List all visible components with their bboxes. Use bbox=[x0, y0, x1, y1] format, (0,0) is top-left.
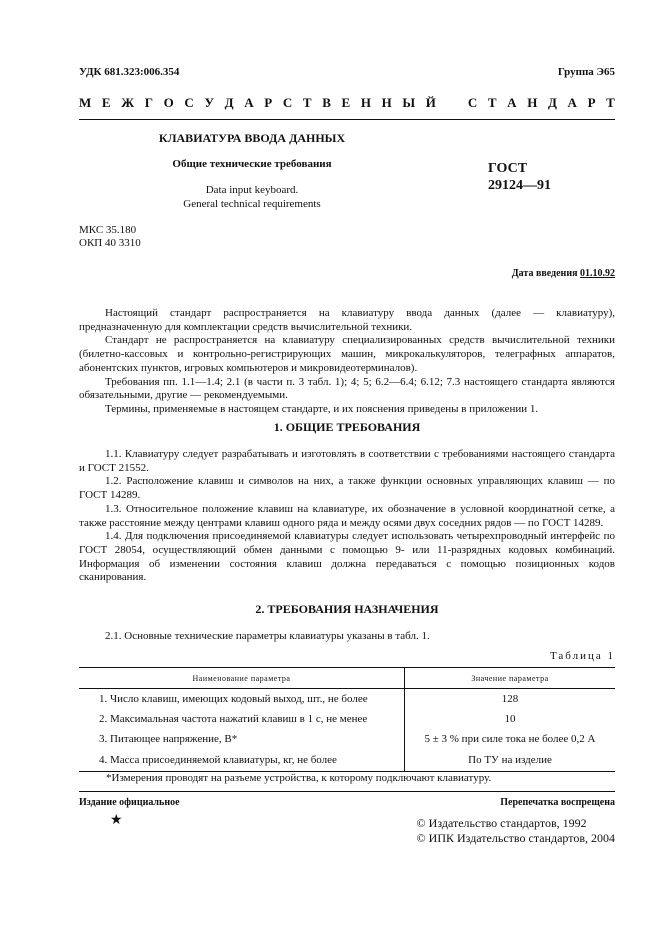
intro-paragraph: Настоящий стандарт распространяется на клавиатуру ввода данных (далее — клавиатуру), предназначенную для комплектации средств вычислительной техники. bbox=[79, 307, 615, 333]
banner-letter: Д bbox=[547, 95, 557, 110]
banner-letter: Е bbox=[101, 95, 111, 110]
document-subtitle: Общие технические требования bbox=[172, 158, 332, 170]
section2-heading: 2. ТРЕБОВАНИЯ НАЗНАЧЕНИЯ bbox=[255, 602, 439, 616]
official-edition-label: Издание официальное bbox=[79, 797, 180, 808]
column-header-name: Наименование параметра bbox=[79, 668, 405, 689]
param-name: 2. Максимальная частота нажатий клавиш в 1 с, не менее bbox=[79, 709, 405, 729]
classification-codes bbox=[79, 224, 141, 250]
banner-letter: Т bbox=[487, 95, 497, 110]
group-code: Группа Э65 bbox=[557, 66, 615, 78]
banner-letter: Н bbox=[360, 95, 371, 110]
section1-item: 1.2. Расположение клавиш и символов на них, а также функции основных управляющих клавиш — по ГОСТ 14289. bbox=[79, 475, 615, 502]
banner-letter: У bbox=[204, 95, 214, 110]
banner-letter: Т bbox=[606, 95, 615, 110]
banner-letter: Т bbox=[302, 95, 312, 110]
section1-item: 1.1. Клавиатуру следует разрабатывать и изготовлять в соответствии с требованиями настоящего стандарта и ГОСТ 21552. bbox=[79, 448, 615, 474]
param-name: 1. Число клавиш, имеющих кодовый выход, шт., не более bbox=[79, 689, 405, 710]
table-row bbox=[79, 709, 615, 729]
param-value: 5 ± 3 % при силе тока не более 0,2 А bbox=[424, 733, 596, 745]
banner-letter: А bbox=[507, 95, 517, 110]
table-footnote: *Измерения проводят на разъеме устройства, к которому подключают клавиатуру. bbox=[106, 772, 492, 784]
parameters-table bbox=[79, 667, 615, 772]
section1-item: 1.3. Относительное положение клавиш на клавиатуре, их обозначение в условной координатной сетке, а также расстояние между центрами клавиш одного ряда и между осями двух соседних рядов — по ГОСТ 14289. bbox=[79, 502, 615, 529]
interstate-standard-banner bbox=[79, 95, 615, 111]
table-caption: Таблица 1 bbox=[549, 650, 615, 662]
gost-label: ГОСТ bbox=[488, 161, 528, 176]
reprint-notice: Перепечатка воспрещена bbox=[500, 797, 615, 808]
banner-letter: А bbox=[244, 95, 254, 110]
banner-letter: Р bbox=[264, 95, 273, 110]
banner-letter: Г bbox=[144, 95, 154, 110]
banner-letter: С bbox=[282, 95, 293, 110]
intro-paragraph: Термины, применяемые в настоящем стандарте, и их пояснения приведены в приложении 1. bbox=[105, 402, 539, 415]
section1-item: 1.4. Для подключения присоединяемой клавиатуры следует использовать четырехпроводный интерфейс по ГОСТ 28054, осуществляющий обмен данными с помощью 9- или 11-разрядных кодовых комбинаций. Информация об изменении состояния клавиш должна передаваться с помощью позиционных кодов сканирования. bbox=[79, 530, 615, 584]
gost-number bbox=[488, 160, 551, 194]
intro-date-label: Дата введения bbox=[511, 268, 580, 279]
param-value: 10 bbox=[504, 713, 516, 725]
banner-letter: С bbox=[467, 95, 478, 110]
intro-text bbox=[79, 307, 615, 417]
bottom-divider bbox=[79, 791, 615, 792]
okp-code: ОКП 40 3310 bbox=[79, 237, 141, 249]
intro-date-value: 01.10.92 bbox=[580, 268, 615, 279]
intro-paragraph: Стандарт не распространяется на клавиатуру специализированных средств вычислительной техники (билетно-кассовых и контрольно-регистрирующих машин, микрокалькуляторов, телеграфных аппаратов, абонентских пунктов, игровых компьютеров и микровидеотерминалов). bbox=[79, 334, 615, 374]
banner-letter: О bbox=[163, 95, 174, 110]
banner-letter: Ж bbox=[121, 95, 135, 110]
udk-code: УДК 681.323:006.354 bbox=[79, 66, 180, 78]
copyright-line: © ИПК Издательство стандартов, 2004 bbox=[416, 831, 615, 845]
param-value: 128 bbox=[501, 693, 519, 705]
banner-letter: С bbox=[184, 95, 194, 110]
banner-letter: Д bbox=[224, 95, 234, 110]
banner-letter: Й bbox=[425, 95, 436, 110]
banner-letter: Ы bbox=[402, 95, 416, 110]
section2-item: 2.1. Основные технические параметры клавиатуры указаны в табл. 1. bbox=[105, 630, 430, 642]
intro-date bbox=[512, 268, 615, 279]
star-icon: ★ bbox=[110, 812, 123, 828]
english-title-line2: General technical requirements bbox=[183, 198, 321, 210]
section1-text bbox=[79, 448, 615, 585]
param-value: По ТУ на изделие bbox=[405, 749, 616, 772]
section1-heading: 1. ОБЩИЕ ТРЕБОВАНИЯ bbox=[273, 420, 421, 434]
english-title-line1: Data input keyboard. bbox=[205, 184, 299, 196]
banner-letter: А bbox=[567, 95, 577, 110]
banner-letter: Р bbox=[587, 95, 596, 110]
banner-letter: В bbox=[322, 95, 331, 110]
gost-code: 29124—91 bbox=[488, 178, 551, 193]
param-name: 3. Питающее напряжение, В* bbox=[79, 729, 405, 749]
banner-letter: М bbox=[79, 95, 92, 110]
column-header-value: Значение параметра bbox=[405, 668, 616, 689]
table-header-row bbox=[79, 668, 615, 689]
copyright-block bbox=[417, 816, 615, 846]
table-row bbox=[79, 749, 615, 772]
param-name: 4. Масса присоединяемой клавиатуры, кг, не более bbox=[79, 749, 405, 772]
top-divider bbox=[79, 119, 615, 120]
banner-letter: Е bbox=[341, 95, 351, 110]
table-row bbox=[79, 689, 615, 710]
copyright-line: © Издательство стандартов, 1992 bbox=[416, 816, 587, 830]
intro-paragraph: Требования пп. 1.1—1.4; 2.1 (в части п. 3 табл. 1); 4; 5; 6.2—6.4; 6.12; 7.3 настоящего стандарта являются обязательными, другие — рекомендуемыми. bbox=[79, 375, 615, 402]
banner-letter: Н bbox=[527, 95, 538, 110]
table-row bbox=[79, 729, 615, 749]
banner-letter: Н bbox=[381, 95, 392, 110]
document-title: КЛАВИАТУРА ВВОДА ДАННЫХ bbox=[158, 131, 346, 145]
mks-code: МКС 35.180 bbox=[79, 224, 137, 236]
